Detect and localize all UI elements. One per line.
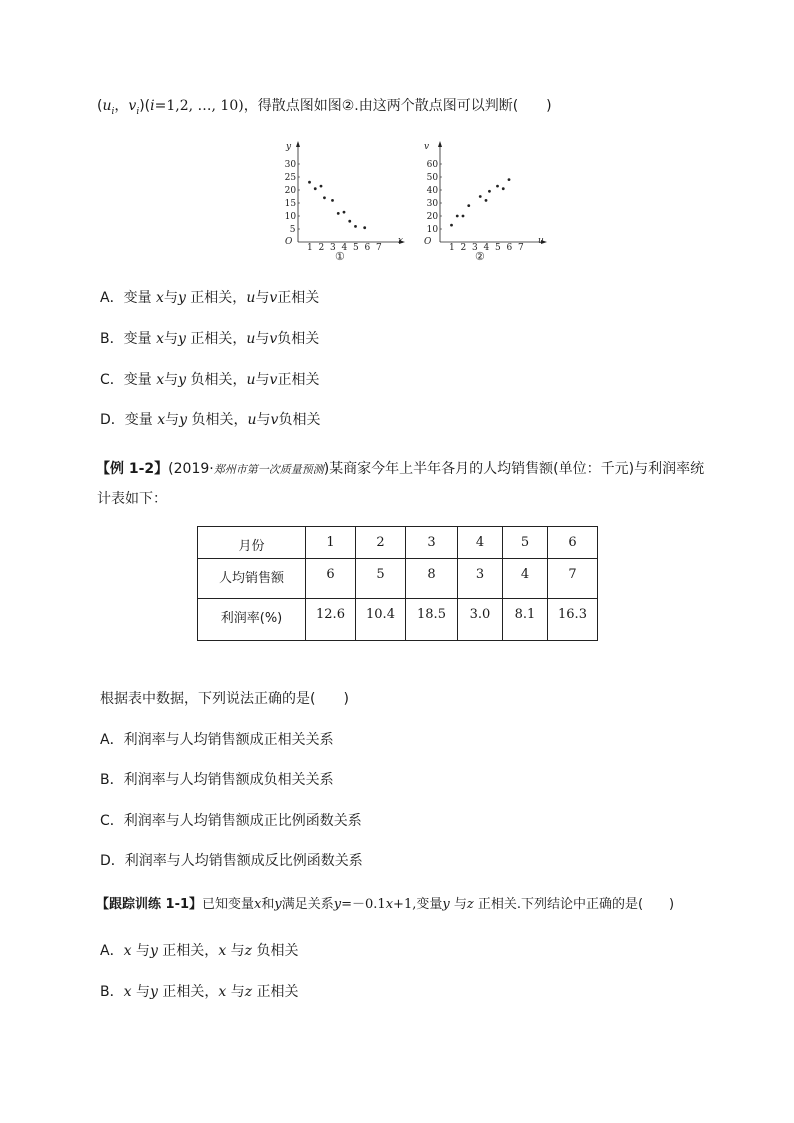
q3-var: y (274, 897, 282, 912)
x-tick-label-1: 1 (307, 243, 313, 253)
option-var: z (244, 984, 253, 1000)
x-tick-label-1: 7 (376, 243, 382, 253)
q1-option-c[interactable] (100, 370, 319, 390)
scatter-point-1 (348, 220, 351, 223)
intro-v: v (128, 98, 137, 114)
y-tick-label-1: 20 (284, 186, 297, 196)
scatter-plot-2 (420, 138, 552, 266)
y-var-label-1: y (286, 142, 292, 152)
option-text: C．变量 (100, 372, 157, 388)
option-var: x (218, 984, 227, 1000)
intro-close: )( (139, 98, 151, 114)
x-var-label-2: u (538, 236, 544, 246)
option-var: v (270, 412, 279, 428)
scatter-point-1 (308, 181, 311, 184)
table-cell: 18.5 (406, 599, 458, 641)
example-source: 郑州市第一次质量预测 (213, 463, 324, 476)
x-tick-label-2: 2 (460, 243, 467, 253)
option-text: 与 (131, 943, 150, 959)
option-var: x (156, 331, 164, 347)
y-arrow-2 (438, 141, 442, 147)
q2-option-a[interactable]: A．利润率与人均销售额成正相关关系 (100, 732, 334, 748)
x-var-label-1: x (398, 236, 404, 246)
table-cell: 4 (503, 559, 548, 599)
scatter-plot-1 (278, 138, 410, 266)
q1-option-b[interactable] (100, 329, 319, 349)
option-text: B．变量 (100, 331, 157, 347)
option-var: y (177, 290, 186, 306)
option-text: B． (100, 984, 124, 1000)
scatter-point-2 (508, 178, 511, 181)
option-text: 负相关 (277, 331, 320, 347)
x-tick-label-2: 3 (472, 243, 478, 253)
table-header-cell: 人均销售额 (198, 559, 306, 599)
origin-label-1: O (285, 237, 293, 247)
q3-text: 正相关.下列结论中正确的是( ) (473, 897, 675, 912)
q3-option-b[interactable] (100, 982, 299, 1002)
option-var: u (247, 412, 257, 428)
x-tick-label-2: 1 (449, 243, 455, 253)
option-var: x (218, 943, 227, 959)
y-tick-label-1: 15 (284, 199, 297, 209)
option-var: u (246, 290, 256, 306)
intro-line (97, 96, 552, 122)
table-cell: 10.4 (356, 599, 406, 641)
table-cell: 8.1 (503, 599, 548, 641)
q3-var: x (254, 897, 262, 912)
table-cell: 6 (306, 559, 356, 599)
table-cell: 2 (356, 527, 406, 559)
x-tick-label-1: 4 (341, 243, 348, 253)
table-row (198, 559, 598, 599)
caption-2: ② (475, 250, 485, 263)
scatter-point-1 (337, 212, 340, 215)
y-tick-label-1: 10 (284, 212, 297, 222)
x-tick-label-2: 4 (483, 243, 490, 253)
scatter-point-1 (323, 196, 326, 199)
y-tick-label-2: 60 (426, 160, 439, 170)
option-var: x (123, 943, 132, 959)
table-cell: 3.0 (458, 599, 503, 641)
table-cell: 3 (458, 559, 503, 599)
example-tag: 【例 1-2】 (96, 461, 169, 477)
option-var: y (149, 943, 158, 959)
y-tick-label-2: 10 (426, 225, 439, 235)
sales-table (197, 526, 598, 641)
option-text: A． (100, 943, 124, 959)
y-tick-label-2: 40 (426, 186, 439, 196)
table-row (198, 527, 598, 559)
scatter-point-2 (462, 215, 465, 218)
table-cell: 4 (458, 527, 503, 559)
option-text: 正相关 (277, 290, 320, 306)
option-text: 正相关 (252, 984, 299, 1000)
intro-comma: ， (114, 98, 129, 114)
q3-var: y (333, 897, 342, 912)
option-text: 与 (131, 984, 150, 1000)
option-text: 正相关， (185, 331, 247, 347)
y-arrow-1 (296, 141, 300, 147)
example-year: (2019· (168, 461, 214, 477)
example-line-2 (97, 489, 167, 509)
option-text: 与 (226, 984, 245, 1000)
table-header-cell: 利润率(%) (198, 599, 306, 641)
x-tick-label-1: 6 (364, 243, 371, 253)
table-cell: 1 (306, 527, 356, 559)
intro-i: i (150, 98, 155, 114)
option-var: y (179, 412, 188, 428)
y-tick-label-2: 20 (426, 212, 439, 222)
scatter-point-1 (314, 187, 317, 190)
option-var: x (156, 290, 164, 306)
x-tick-label-1: 3 (330, 243, 336, 253)
y-tick-label-1: 5 (289, 225, 296, 235)
q3-formula: +1, (393, 897, 417, 912)
table-header-cell: 月份 (198, 527, 306, 559)
q3-stem (96, 895, 674, 915)
x-tick-label-1: 5 (353, 243, 359, 253)
option-var: u (246, 372, 256, 388)
option-text: 与 (255, 290, 270, 306)
option-var: v (269, 290, 278, 306)
scatter-point-2 (502, 187, 505, 190)
x-tick-label-1: 2 (318, 243, 325, 253)
q3-text: 满足关系 (281, 897, 334, 912)
scatter-point-2 (450, 224, 453, 227)
example-line-1 (96, 459, 704, 480)
option-text: 与 (163, 331, 178, 347)
option-text: 负相关 (252, 943, 299, 959)
intro-sub-2: i (136, 106, 140, 117)
option-var: x (123, 984, 132, 1000)
q3-tag: 【跟踪训练 1-1】 (96, 897, 203, 912)
x-tick-label-2: 6 (506, 243, 513, 253)
option-text: 与 (165, 412, 180, 428)
option-text: 正相关 (277, 372, 320, 388)
x-tick-label-2: 5 (495, 243, 501, 253)
option-var: y (178, 372, 187, 388)
y-tick-label-2: 30 (426, 199, 439, 209)
option-var: y (177, 331, 186, 347)
option-var: v (269, 331, 278, 347)
option-var: z (244, 943, 253, 959)
scatter-point-1 (354, 225, 357, 228)
origin-label-2: O (424, 237, 432, 247)
option-text: 负相关， (186, 372, 247, 388)
option-var: x (157, 412, 166, 428)
caption-1: ① (335, 250, 345, 263)
y-tick-label-1: 30 (284, 160, 297, 170)
option-text: A．变量 (100, 290, 157, 306)
option-text: 与 (255, 331, 270, 347)
q3-var: x (385, 897, 394, 912)
q1-option-a[interactable] (100, 288, 319, 308)
option-text: 正相关， (157, 984, 219, 1000)
q2-option-d[interactable]: D．利润率与人均销售额成反比例函数关系 (100, 853, 363, 869)
option-text: 正相关， (185, 290, 247, 306)
option-var: x (156, 372, 165, 388)
option-text: D．变量 (100, 412, 158, 428)
y-tick-label-1: 25 (284, 173, 297, 183)
option-var: v (269, 372, 278, 388)
scatter-point-1 (320, 185, 323, 188)
example-text: 某商家今年上半年各月的人均销售额(单位：千元)与利润率统 (329, 461, 705, 477)
intro-pre: ( (97, 98, 103, 114)
q3-text: 和 (261, 897, 275, 912)
scatter-point-2 (488, 190, 491, 193)
q3-var: y (442, 897, 450, 912)
table-cell: 7 (548, 559, 598, 599)
q3-text: 已知变量 (202, 897, 255, 912)
x-tick-label-2: 7 (518, 243, 524, 253)
option-text: 与 (255, 372, 270, 388)
scatter-point-2 (485, 199, 488, 202)
table-cell: 3 (406, 527, 458, 559)
table-cell: 16.3 (548, 599, 598, 641)
scatter-point-1 (363, 226, 366, 229)
intro-rest: ，得散点图如图②.由这两个散点图可以判断( ) (243, 98, 552, 114)
example-text-2: 计表如下： (97, 491, 167, 507)
scatter-point-2 (467, 204, 470, 207)
scatter-point-2 (456, 215, 459, 218)
scatter-point-1 (343, 211, 346, 214)
intro-u: u (102, 98, 112, 114)
table-row (198, 599, 598, 641)
table-cell: 8 (406, 559, 458, 599)
q2-stem: 根据表中数据，下列说法正确的是( ) (100, 691, 349, 707)
q3-text: 与 (449, 897, 467, 912)
q3-text: 变量 (416, 897, 443, 912)
scatter-point-2 (479, 195, 482, 198)
intro-sub-1: i (111, 106, 115, 117)
option-text: 正相关， (157, 943, 219, 959)
table-cell: 5 (503, 527, 548, 559)
option-text: 负相关， (187, 412, 248, 428)
q1-option-d[interactable] (100, 410, 320, 430)
table-cell: 5 (356, 559, 406, 599)
option-text: 与 (226, 943, 245, 959)
intro-range: =1,2, …, 10) (154, 98, 244, 114)
option-var: y (149, 984, 158, 1000)
q3-option-a[interactable] (100, 941, 299, 961)
y-var-label-2: v (424, 142, 430, 152)
q2-option-b[interactable]: B．利润率与人均销售额成负相关关系 (100, 772, 334, 788)
option-var: u (246, 331, 256, 347)
q2-option-c[interactable]: C．利润率与人均销售额成正比例函数关系 (100, 813, 362, 829)
scatter-point-2 (496, 185, 499, 188)
option-text: 与 (163, 290, 178, 306)
q3-formula: =－0.1 (341, 897, 386, 912)
scatter-point-1 (331, 199, 334, 202)
table-cell: 6 (548, 527, 598, 559)
option-text: 与 (164, 372, 179, 388)
table-cell: 12.6 (306, 599, 356, 641)
q3-var: z (466, 897, 474, 912)
option-text: 与 (256, 412, 271, 428)
example-close: ) (323, 461, 330, 477)
y-tick-label-2: 50 (426, 173, 439, 183)
option-text: 负相关 (278, 412, 321, 428)
